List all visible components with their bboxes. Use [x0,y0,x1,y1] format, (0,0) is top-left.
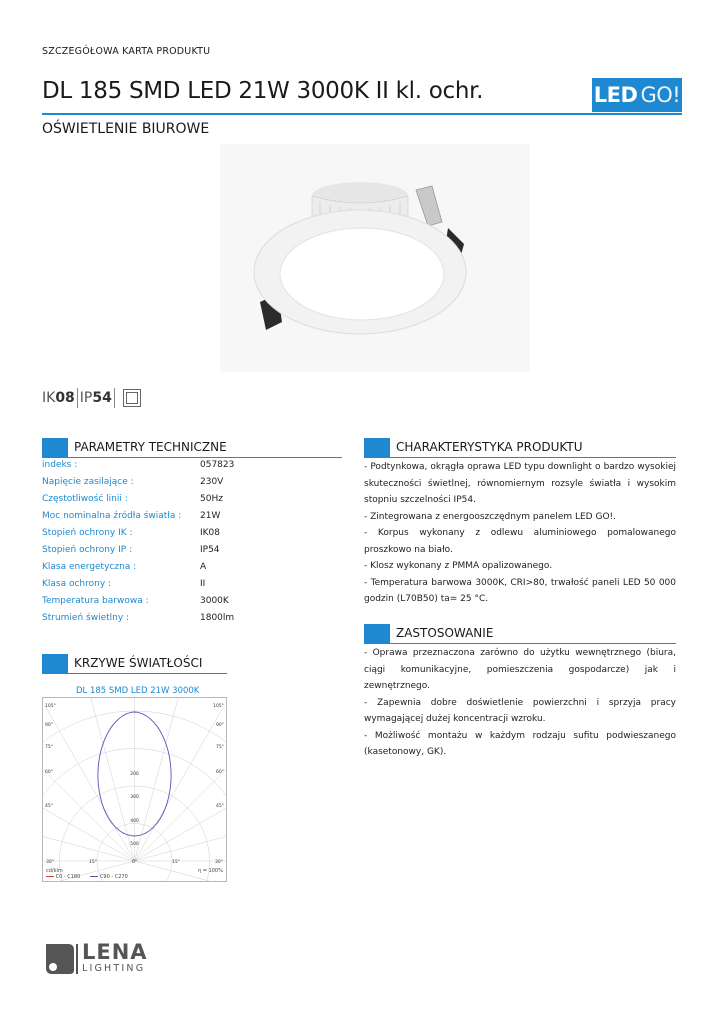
product-image [220,144,530,372]
angle-label: 0° [131,860,138,865]
chart-title: DL 185 SMD LED 21W 3000K [76,686,200,696]
ledgo-logo [592,78,682,112]
param-key: Moc nominalna źródła światła : [42,511,182,521]
angle-label: 90° [216,723,224,728]
angle-label: 45° [45,804,53,809]
heading-rule [364,457,676,458]
angle-label: 60° [45,770,53,775]
param-key: Klasa energetyczna : [42,562,137,572]
table-row [42,511,342,528]
ip-prefix: IP [79,390,93,406]
polar-chart-svg [42,697,227,882]
param-key: Klasa ochrony : [42,579,112,589]
characteristics-text [364,459,676,608]
angle-label: 75° [45,745,53,750]
table-row [42,528,342,545]
angle-label: 45° [216,804,224,809]
legend-c0 [46,874,80,880]
heading-square [364,624,390,644]
param-value: 1800lm [200,613,235,623]
param-key: Stopień ochrony IK : [42,528,133,538]
param-key: Stopień ochrony IP : [42,545,133,555]
curves-heading [42,654,227,674]
param-value: A [200,562,207,572]
legend-c90 [90,874,127,880]
rating-separator [77,388,78,408]
radial-label: 400 [130,819,139,824]
param-value: 21W [200,511,221,521]
params-table [42,460,342,630]
chart-legend [46,868,128,880]
table-row [42,562,342,579]
heading-square [364,438,390,458]
params-heading-label: PARAMETRY TECHNICZNE [74,440,227,454]
radial-label: 300 [130,795,139,800]
param-value: 057823 [200,460,235,470]
application-text [364,645,676,761]
angle-label: 75° [216,745,224,750]
chart-efficiency: η = 100% [198,868,223,874]
param-value: II [200,579,206,589]
logo-go: GO! [640,83,681,107]
paragraph: - Klosz wykonany z PMMA opalizowanego. [364,561,553,571]
chart-unit: cd/klm [46,868,63,874]
heading-square [42,438,68,458]
angle-label: 30° [46,860,54,865]
lena-lighting-logo [44,940,154,980]
characteristics-heading [364,438,676,458]
table-row [42,460,342,477]
polar-chart [42,697,227,882]
table-row [42,596,342,613]
downlight-illustration [220,144,530,372]
param-value: 50Hz [200,494,223,504]
param-key: Częstotliwość linii : [42,494,128,504]
angle-label: 60° [216,770,224,775]
angle-label: 90° [45,723,53,728]
protection-ratings [42,386,141,410]
ip-value: 54 [92,390,112,406]
heading-rule [364,643,676,644]
page-subtitle: OŚWIETLENIE BIUROWE [42,121,210,137]
table-row [42,477,342,494]
application-heading [364,624,676,644]
paragraph: - Podtynkowa, okrągła oprawa LED typu downlight o bardzo wysokiej skuteczności świetlnej, równomiernym rozsyle światła i wysokim stopniu szczelności IP54. [364,462,676,505]
param-key: indeks : [42,460,78,470]
paragraph: - Temperatura barwowa 3000K, CRI>80, trwałość paneli LED 50 000 godzin (L70B50) ta= 25 °C. [364,577,676,604]
param-value: 3000K [200,596,229,606]
legend-c90-label: C90 - C270 [99,874,128,880]
paragraph: - Korpus wykonany z odlewu aluminiowego pomalowanego proszkowo na biało. [364,528,676,555]
param-value: IK08 [200,528,221,538]
paragraph: - Zapewnia dobre doświetlenie powierzchni i sprzyja pracy wymagającej dużej koncentracji wzroku. [364,697,676,724]
logo-led: LED [593,83,638,107]
table-row [42,545,342,562]
rating-separator [114,388,115,408]
characteristics-heading-label: CHARAKTERYSTYKA PRODUKTU [396,440,583,454]
brand-sub: LIGHTING [82,963,146,974]
brand-name: LENA [82,940,148,964]
ik-prefix: IK [42,390,56,406]
page-title: DL 185 SMD LED 21W 3000K II kl. ochr. [42,78,484,104]
heading-rule [42,457,342,458]
param-value: IP54 [200,545,220,555]
radial-label: 200 [130,772,139,777]
paragraph: - Możliwość montażu w każdym rodzaju sufitu podwieszanego (kasetonowy, GK). [364,730,676,757]
table-row [42,579,342,596]
heading-square [42,654,68,674]
params-heading [42,438,342,458]
ik-value: 08 [55,390,75,406]
angle-label: 15° [172,860,180,865]
param-key: Temperatura barwowa : [42,596,149,606]
radial-label: 500 [130,842,139,847]
title-divider [42,113,682,115]
document-type: SZCZEGÓŁOWA KARTA PRODUKTU [42,46,211,57]
paragraph: - Oprawa przeznaczona zarówno do użytku wewnętrznego (biura, ciągi komunikacyjne, pomieszczenia gospodarcze) jak i zewnętrznego. [364,648,676,691]
angle-label: 105° [45,704,56,709]
angle-label: 15° [89,860,97,865]
param-key: Napięcie zasilające : [42,477,134,487]
param-value: 230V [200,477,224,487]
class-ii-icon [123,389,141,407]
angle-label: 105° [213,704,224,709]
param-key: Strumień świetlny : [42,613,130,623]
curves-heading-label: KRZYWE ŚWIATŁOŚCI [74,656,203,670]
table-row [42,494,342,511]
heading-rule [42,673,227,674]
table-row [42,613,342,630]
legend-c0-label: C0 - C180 [55,874,81,880]
application-heading-label: ZASTOSOWANIE [396,626,494,640]
paragraph: - Zintegrowana z energooszczędnym panelem LED GO!. [364,511,616,522]
angle-label: 30° [215,860,223,865]
